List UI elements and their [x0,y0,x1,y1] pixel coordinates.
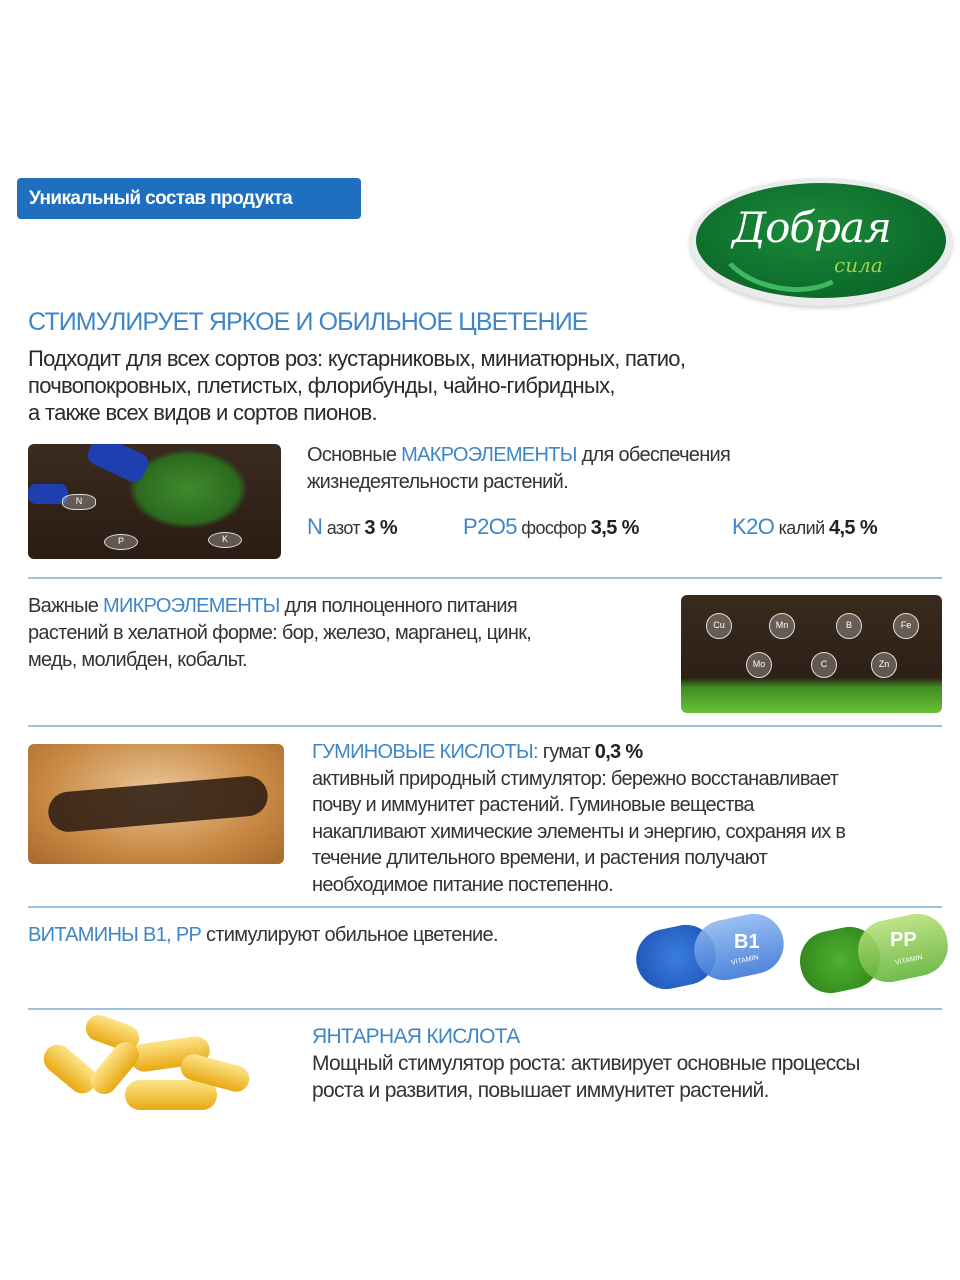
vitamin-pp-capsule: PP VITAMIN [800,915,948,997]
vitamins-text: ВИТАМИНЫ В1, РР стимулируют обильное цветение. [28,924,498,946]
micro-text: Важные МИКРОЭЛЕМЕНТЫ для полноценного питания растений в хелатной форме: бор, железо, марганец, цинк, медь, молибден, кобальт. [28,595,532,671]
intro-text: Подходит для всех сортов роз: кустарниковых, миниатюрных, патио, почвопокровных, плетистых, флорибунды, чайно-гибридных, а также всех видов и сортов пионов. [28,346,686,425]
divider [28,1008,942,1010]
humic-acid-image [28,744,284,864]
logo-text-sub: сила [834,253,883,277]
soil-elements-image: Cu Mn B Fe Mo C Zn [681,595,942,713]
brand-logo [690,178,952,306]
nutrient-n: N азот 3 % [307,514,398,539]
header-badge: Уникальный состав продукта [17,178,361,219]
vitamin-b1-capsule: B1 VITAMIN [636,915,784,993]
intro-title: СТИМУЛИРУЕТ ЯРКОЕ И ОБИЛЬНОЕ ЦВЕТЕНИЕ [28,308,588,336]
nutrient-k2o: K2O калий 4,5 % [732,514,878,539]
succinic-text: ЯНТАРНАЯ КИСЛОТА Мощный стимулятор роста: активирует основные процессы роста и развития, повышает иммунитет растений. [312,1025,860,1102]
nutrient-p2o5: P2O5 фосфор 3,5 % [463,514,639,539]
divider [28,725,942,727]
amber-capsules-image [30,1015,260,1115]
humic-text: ГУМИНОВЫЕ КИСЛОТЫ: гумат 0,3 % активный природный стимулятор: бережно восстанавливает почву и иммунитет растений. Гуминовые вещества накапливают химические элементы и энергию, сохраняя их в течение длительного времени, и растения получают необходимое питание постепенно. [312,741,846,896]
logo-text-main: Добрая [732,203,891,252]
macro-text: Основные МАКРОЭЛЕМЕНТЫ для обеспечения жизнедеятельности растений. [307,444,731,493]
soil-plant-image: N P K [28,444,281,559]
divider [28,577,942,579]
divider [28,906,942,908]
